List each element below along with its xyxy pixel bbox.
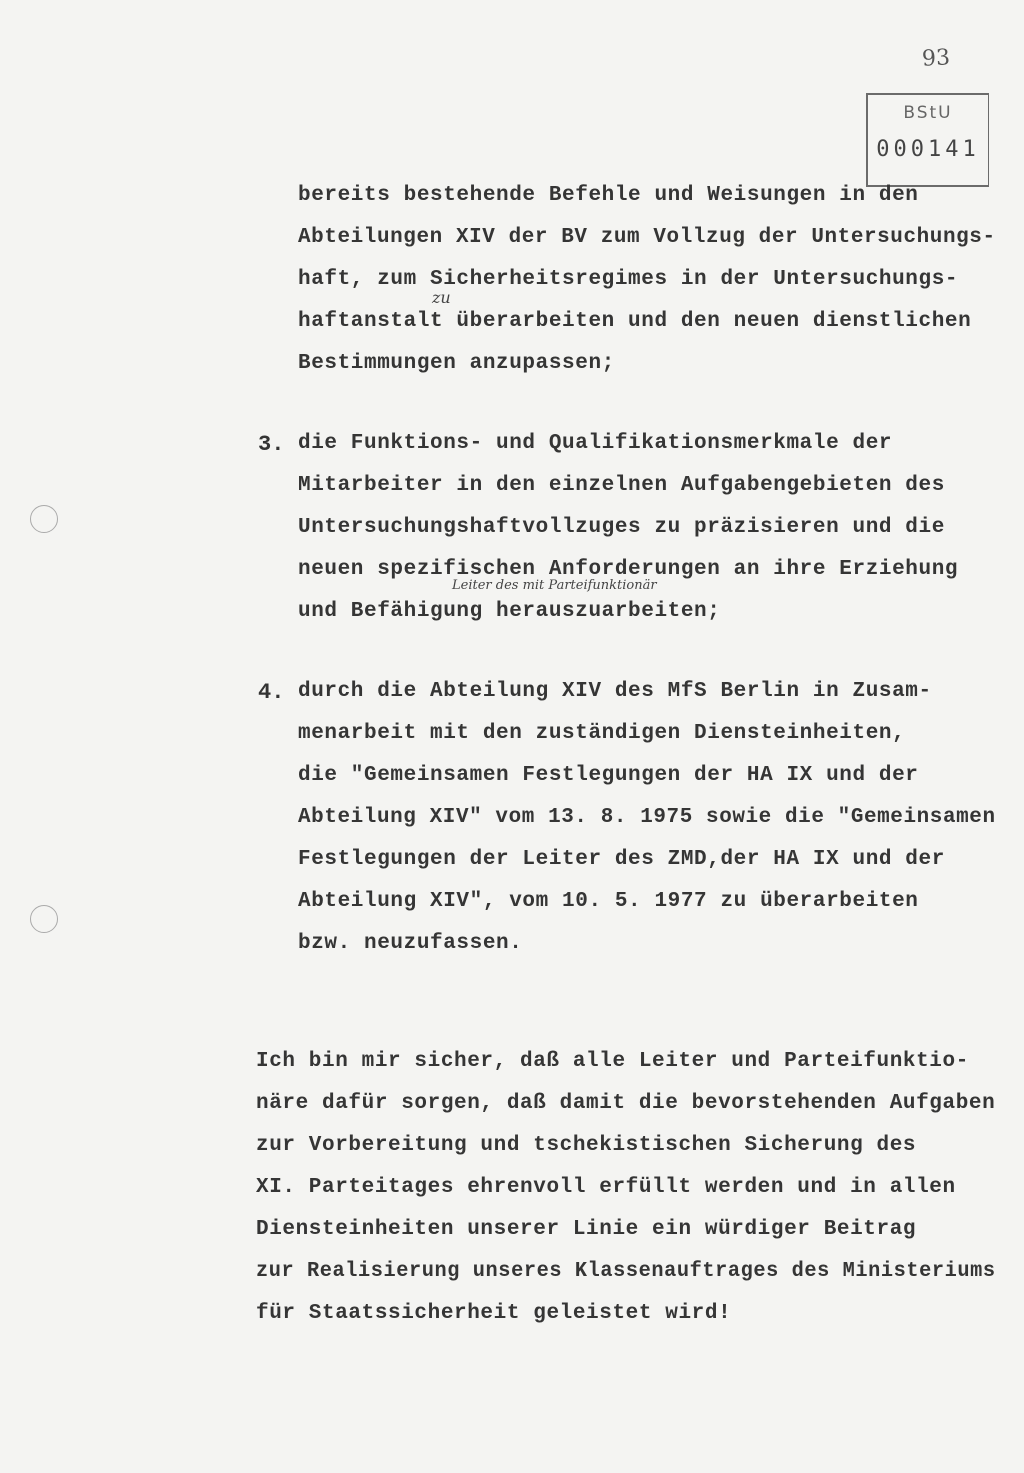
text-line: Untersuchungshaftvollzuges zu präzisieren und die xyxy=(298,516,945,539)
text-line: Festlegungen der Leiter des ZMD,der HA IX und der xyxy=(298,848,945,871)
text-line: für Staatssicherheit geleistet wird! xyxy=(256,1302,732,1325)
archive-stamp xyxy=(866,93,989,187)
stamp-number: 000141 xyxy=(876,137,980,162)
text-line: menarbeit mit den zuständigen Diensteinheiten, xyxy=(298,722,906,745)
text-line: bzw. neuzufassen. xyxy=(298,932,523,955)
text-line: die Funktions- und Qualifikationsmerkmale der xyxy=(298,432,893,455)
item-number: 4. xyxy=(258,680,285,705)
text-line: XI. Parteitages ehrenvoll erfüllt werden und in allen xyxy=(256,1176,956,1199)
punch-hole-mark xyxy=(30,905,58,933)
text-line: Diensteinheiten unserer Linie ein würdiger Beitrag xyxy=(256,1218,917,1241)
text-line: Abteilung XIV", vom 10. 5. 1977 zu überarbeiten xyxy=(298,890,919,913)
text-line: und Befähigung herauszuarbeiten; xyxy=(298,600,721,623)
handwritten-insert: zu xyxy=(432,288,451,307)
text-line: Mitarbeiter in den einzelnen Aufgabengebieten des xyxy=(298,474,945,497)
item-number: 3. xyxy=(258,432,285,457)
text-line: zur Realisierung unseres Klassenauftrages des Ministeriums xyxy=(256,1260,996,1283)
page-number: 93 xyxy=(921,45,951,72)
text-line: bereits bestehende Befehle und Weisungen in den xyxy=(298,184,919,207)
text-line: Bestimmungen anzupassen; xyxy=(298,352,615,375)
text-line: haft, zum Sicherheitsregimes in der Untersuchungs- xyxy=(298,268,959,291)
text-line: Abteilungen XIV der BV zum Vollzug der Untersuchungs- xyxy=(298,226,996,249)
text-line: haftanstalt überarbeiten und den neuen dienstlichen xyxy=(298,310,972,333)
punch-hole-mark xyxy=(30,505,58,533)
text-line: Abteilung XIV" vom 13. 8. 1975 sowie die "Gemeinsamen xyxy=(298,806,996,829)
text-line: zur Vorbereitung und tschekistischen Sicherung des xyxy=(256,1134,917,1157)
text-line: näre dafür sorgen, daß damit die bevorstehenden Aufgaben xyxy=(256,1092,996,1115)
stamp-agency: BStU xyxy=(903,103,953,123)
text-line: durch die Abteilung XIV des MfS Berlin in Zusam- xyxy=(298,680,932,703)
text-line: die "Gemeinsamen Festlegungen der HA IX und der xyxy=(298,764,919,787)
text-line: neuen spezifischen Anforderungen an ihre Erziehung xyxy=(298,558,959,581)
text-line: Ich bin mir sicher, daß alle Leiter und Parteifunktio- xyxy=(256,1050,969,1073)
handwritten-note: Leiter des mit Parteifunktionär xyxy=(452,578,657,593)
